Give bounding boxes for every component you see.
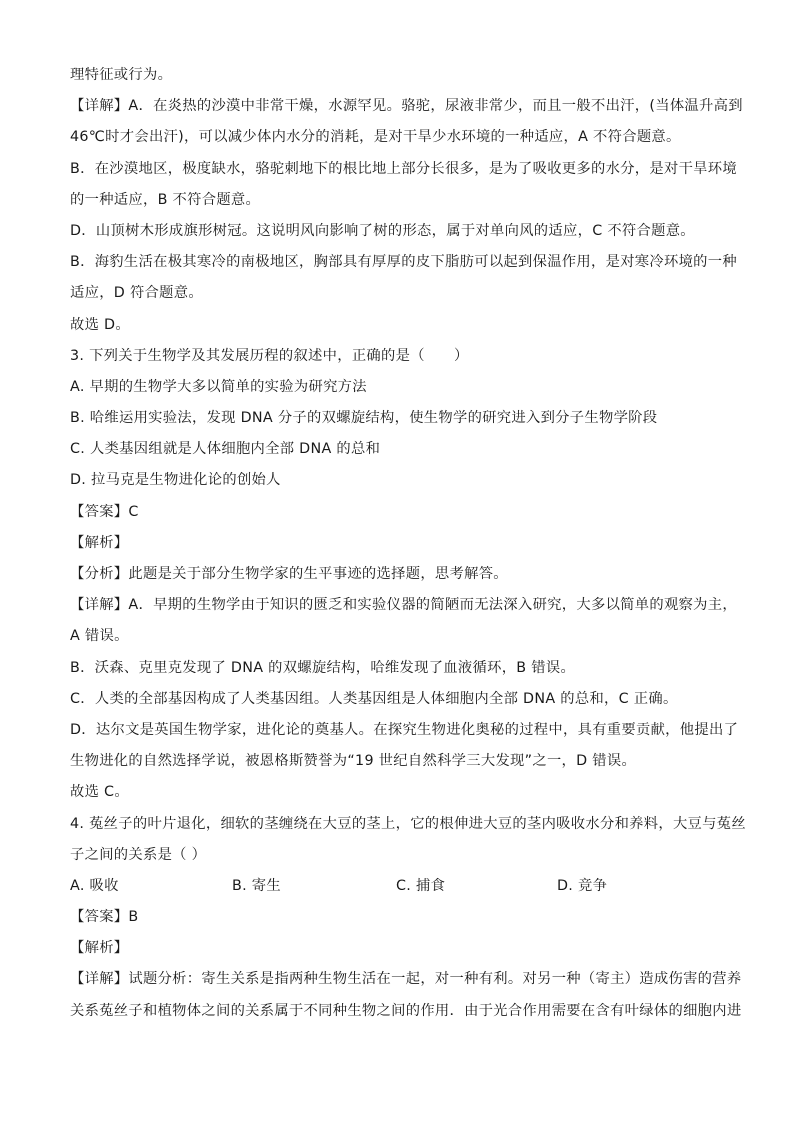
text-line: 生物进化的自然选择学说，被恩格斯赞誉为“19 世纪自然科学三大发现”之一，D 错误。: [70, 753, 637, 770]
text-line: 适应，D 符合题意。: [70, 285, 203, 302]
text-line: 的一种适应，B 不符合题意。: [70, 191, 261, 208]
text-line: A 错误。: [70, 628, 129, 645]
text-line: 故选 C。: [70, 784, 129, 801]
answer-label: 【答案】C: [70, 503, 139, 520]
text-line: 【分析】此题是关于部分生物学家的生平事迹的选择题，思考解答。: [70, 566, 508, 582]
text-line: 理特征或行为。: [70, 67, 173, 83]
text-line: B．在沙漠地区，极度缺水，骆驼刺地下的根比地上部分长很多，是为了吸收更多的水分，是对干旱环境: [70, 160, 737, 177]
question-4-stem: 4. 菟丝子的叶片退化，细软的茎缠绕在大豆的茎上，它的根伸进大豆的茎内吸收水分和养料，大豆与菟丝: [70, 815, 746, 832]
text-line: 关系菟丝子和植物体之间的关系属于不同种生物之间的作用．由于光合作用需要在含有叶绿体的细胞内进: [70, 1002, 742, 1019]
analysis-heading: 【解析】: [70, 940, 129, 957]
text-line: 故选 D。: [70, 316, 130, 333]
question-3-option-d: D. 拉马克是生物进化论的创始人: [70, 472, 281, 489]
question-4-option-c: C. 捕食: [396, 877, 446, 894]
text-line: 【详解】A．早期的生物学由于知识的匮乏和实验仪器的简陋而无法深入研究，大多以简单的观察为主，: [70, 597, 737, 614]
text-line: B．沃森、克里克发现了 DNA 的双螺旋结构，哈维发现了血液循环，B 错误。: [70, 659, 576, 676]
question-4-option-a: A. 吸收: [70, 877, 119, 894]
question-4-option-b: B. 寄生: [232, 877, 281, 894]
analysis-heading: 【解析】: [70, 534, 129, 551]
question-3-option-c: C. 人类基因组就是人体细胞内全部 DNA 的总和: [70, 441, 381, 458]
text-line: 【详解】A．在炎热的沙漠中非常干燥，水源罕见。骆驼，尿液非常少，而且一般不出汗，(当体温升高到: [70, 98, 743, 115]
question-3-stem: 3. 下列关于生物学及其发展历程的叙述中，正确的是（ ）: [70, 347, 469, 364]
answer-label: 【答案】B: [70, 909, 139, 926]
question-3-option-b: B. 哈维运用实验法，发现 DNA 分子的双螺旋结构，使生物学的研究进入到分子生物学阶段: [70, 410, 658, 427]
question-4-stem-cont: 子之间的关系是（ ）: [70, 846, 207, 863]
text-line: 46℃时才会出汗)，可以减少体内水分的消耗，是对干旱少水环境的一种适应，A 不符合题意。: [70, 129, 681, 146]
text-line: D．达尔文是英国生物学家，进化论的奠基人。在探究生物进化奥秘的过程中，具有重要贡献，他提出了: [70, 721, 739, 738]
question-4-option-d: D. 竞争: [557, 877, 608, 894]
text-line: C．人类的全部基因构成了人类基因组。人类基因组是人体细胞内全部 DNA 的总和，C 正确。: [70, 690, 678, 707]
text-line: D．山顶树木形成旗形树冠。这说明风向影响了树的形态，属于对单向风的适应，C 不符合题意。: [70, 222, 695, 239]
text-line: 【详解】试题分析：寄生关系是指两种生物生活在一起，对一种有利。对另一种（寄主）造成伤害的营养: [70, 971, 742, 988]
question-3-option-a: A. 早期的生物学大多以简单的实验为研究方法: [70, 378, 367, 395]
text-line: B．海豹生活在极其寒冷的南极地区，胸部具有厚厚的皮下脂肪可以起到保温作用，是对寒冷环境的一种: [70, 254, 737, 271]
question-4-options: [70, 871, 738, 902]
